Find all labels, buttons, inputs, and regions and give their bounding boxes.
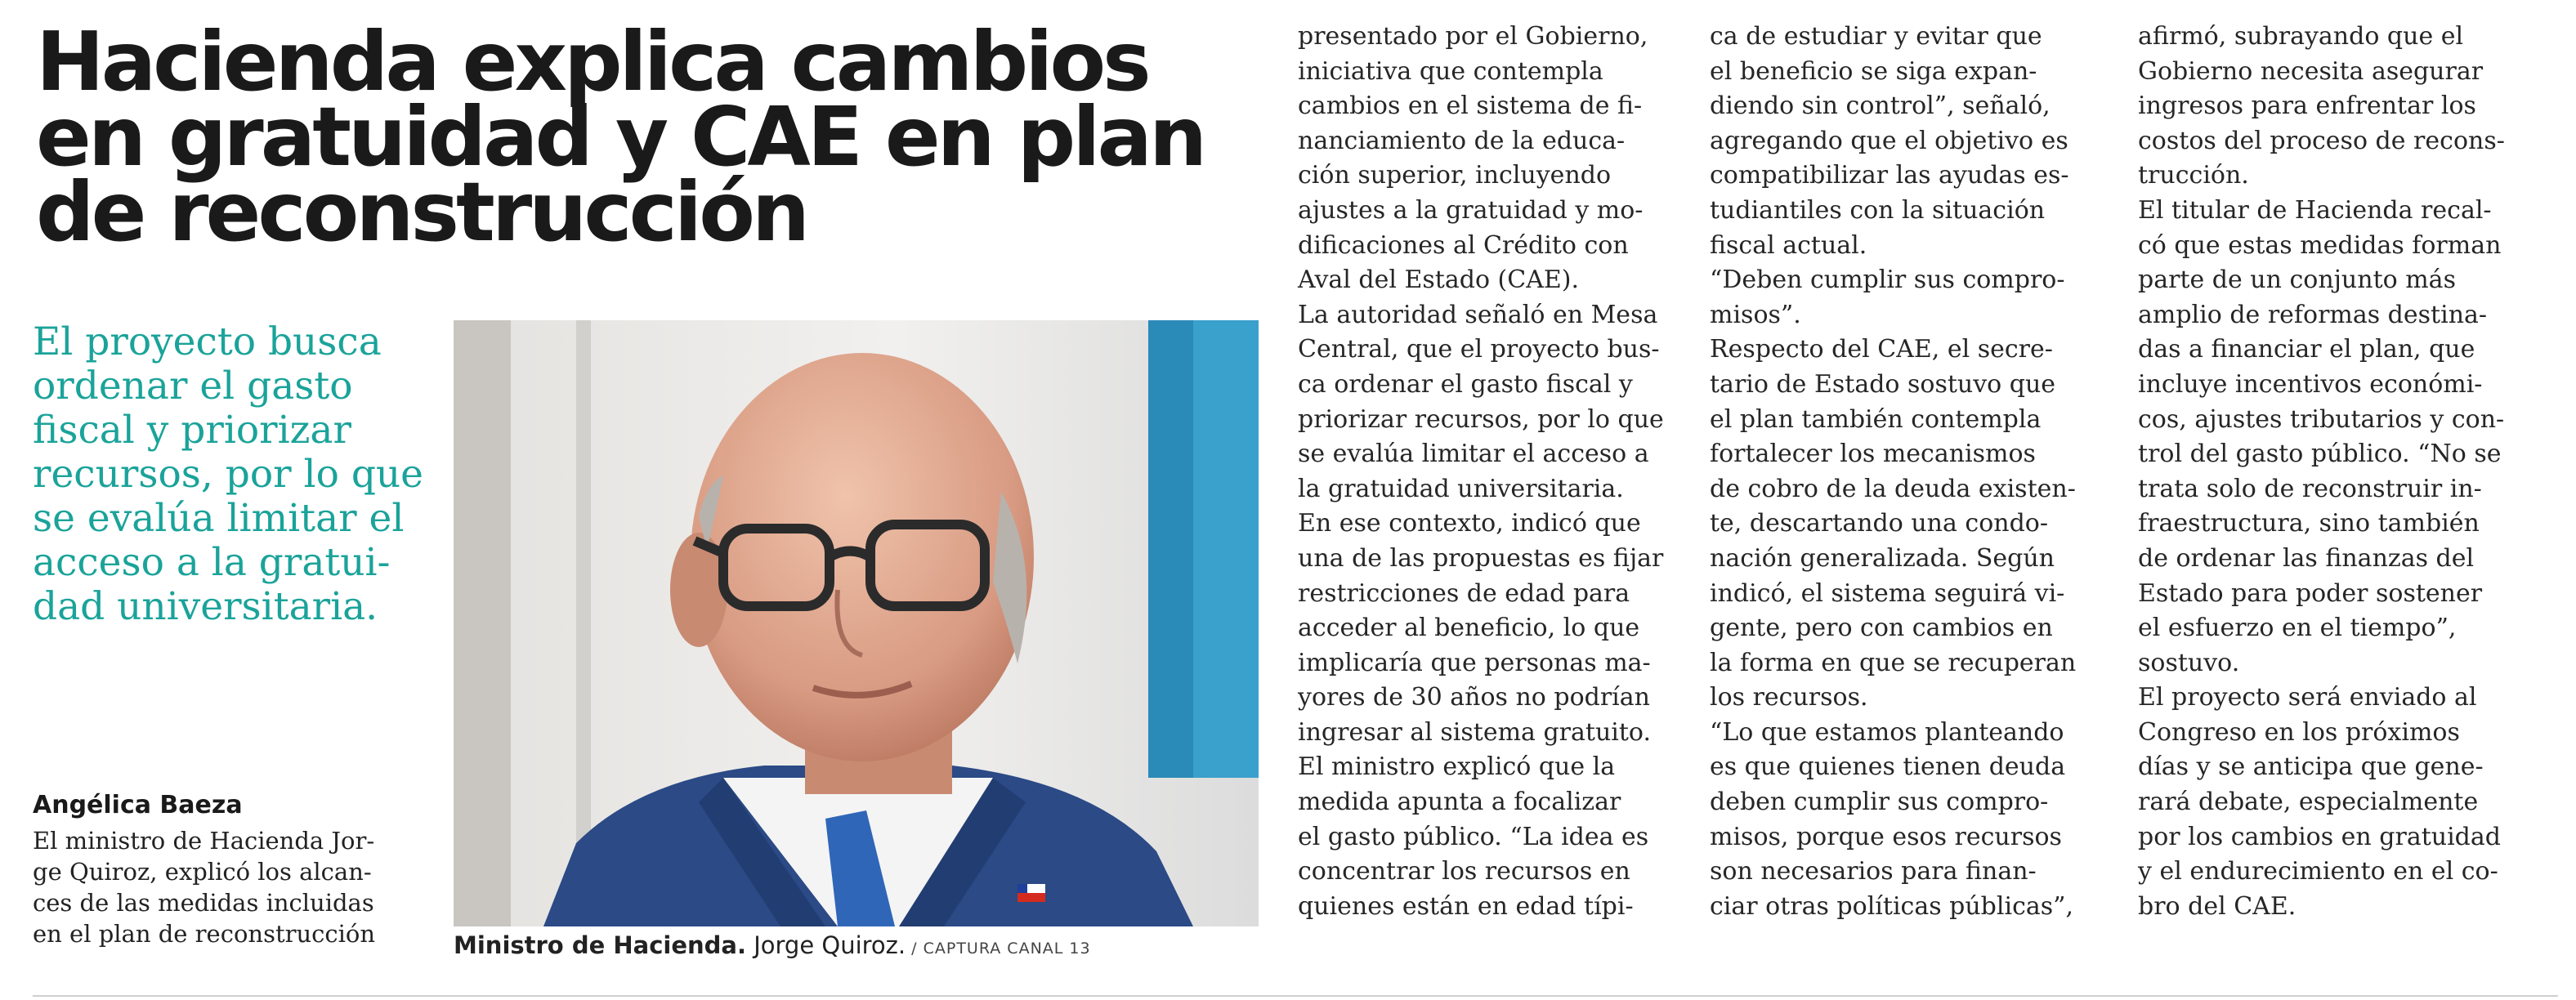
page-bottom-rule bbox=[33, 995, 2558, 997]
body-line: ciar otras políticas públicas”, bbox=[1710, 891, 2074, 921]
caption-name: Jorge Quiroz. bbox=[745, 931, 906, 959]
body-line: parte de un conjunto más bbox=[2138, 266, 2456, 295]
body-line: el plan también contempla bbox=[1710, 404, 2042, 434]
headline-line: de reconstrucción bbox=[36, 164, 807, 260]
body-line: agregando que el objetivo es bbox=[1710, 126, 2068, 155]
body-line: y el endurecimiento en el co- bbox=[2138, 857, 2498, 886]
minister-photo bbox=[454, 320, 1259, 926]
caption-credit: / CAPTURA CANAL 13 bbox=[906, 940, 1091, 958]
body-line: Gobierno necesita asegurar bbox=[2138, 56, 2484, 86]
minister-portrait-illustration bbox=[454, 320, 1259, 926]
body-line: restricciones de edad para bbox=[1298, 578, 1630, 608]
body-line: trucción. bbox=[2138, 161, 2249, 190]
lead-line: en el plan de reconstrucción bbox=[33, 920, 376, 948]
body-line: La autoridad señaló en Mesa bbox=[1298, 300, 1658, 329]
body-line: cos, ajustes tributarios y con- bbox=[2138, 404, 2505, 434]
deck-line: se evalúa limitar el bbox=[33, 496, 405, 541]
body-line: indicó, el sistema seguirá vi- bbox=[1710, 578, 2065, 608]
body-line: presentado por el Gobierno, bbox=[1298, 22, 1648, 51]
body-line: afirmó, subrayando que el bbox=[2138, 22, 2464, 51]
article-column-3 bbox=[2138, 20, 2556, 924]
deck-line: ordenar el gasto bbox=[33, 364, 353, 408]
body-line: bro del CAE. bbox=[2138, 891, 2296, 921]
body-line: ca de estudiar y evitar que bbox=[1710, 22, 2042, 51]
body-line: ingresar al sistema gratuito. bbox=[1298, 717, 1651, 747]
body-line: diendo sin control”, señaló, bbox=[1710, 92, 2051, 121]
body-line: la gratuidad universitaria. bbox=[1298, 474, 1624, 503]
body-line: te, descartando una condo- bbox=[1710, 509, 2048, 538]
body-line: tario de Estado sostuvo que bbox=[1710, 369, 2056, 399]
body-line: có que estas medidas forman bbox=[2138, 230, 2502, 260]
author-byline: Angélica Baeza bbox=[33, 791, 243, 819]
lead-line: ces de las medidas incluidas bbox=[33, 889, 374, 917]
photo-caption bbox=[454, 931, 1091, 959]
article-column-1 bbox=[1298, 20, 1680, 924]
body-line: Congreso en los próximos bbox=[2138, 717, 2460, 747]
article-lead bbox=[33, 825, 417, 949]
body-line: fiscal actual. bbox=[1710, 230, 1867, 260]
body-line: das a financiar el plan, que bbox=[2138, 335, 2475, 364]
body-line: se evalúa limitar el acceso a bbox=[1298, 440, 1649, 469]
body-line: medida apunta a focalizar bbox=[1298, 788, 1621, 817]
body-line: por los cambios en gratuidad bbox=[2138, 822, 2501, 851]
body-line: compatibilizar las ayudas es- bbox=[1710, 161, 2069, 190]
body-line: de cobro de la deuda existen- bbox=[1710, 474, 2076, 503]
body-line: gente, pero con cambios en bbox=[1710, 614, 2053, 643]
body-line: El proyecto será enviado al bbox=[2138, 683, 2477, 712]
body-line: deben cumplir sus compro- bbox=[1710, 788, 2049, 817]
body-line: trata solo de reconstruir in- bbox=[2138, 474, 2482, 503]
headline-line: en gratuidad y CAE en plan bbox=[36, 89, 1205, 185]
body-line: incluye incentivos económi- bbox=[2138, 369, 2483, 399]
body-line: “Lo que estamos planteando bbox=[1710, 717, 2064, 747]
body-line: ingresos para enfrentar los bbox=[2138, 92, 2476, 121]
body-line: de ordenar las finanzas del bbox=[2138, 543, 2475, 573]
body-line: trol del gasto público. “No se bbox=[2138, 440, 2502, 469]
body-line: cambios en el sistema de fi- bbox=[1298, 92, 1643, 121]
body-line: Estado para poder sostener bbox=[2138, 578, 2483, 608]
body-line: el esfuerzo en el tiempo”, bbox=[2138, 614, 2457, 643]
body-line: es que quienes tienen deuda bbox=[1710, 752, 2066, 782]
body-line: yores de 30 años no podrían bbox=[1298, 683, 1650, 712]
lead-line: El ministro de Hacienda Jor- bbox=[33, 827, 375, 855]
article-column-2 bbox=[1710, 20, 2097, 924]
body-line: quienes están en edad típi- bbox=[1298, 891, 1634, 921]
body-line: Central, que el proyecto bus- bbox=[1298, 335, 1660, 364]
deck-line: dad universitaria. bbox=[33, 584, 378, 629]
caption-label: Ministro de Hacienda. bbox=[454, 931, 746, 959]
body-line: rará debate, especialmente bbox=[2138, 788, 2479, 817]
body-line: nanciamiento de la educa- bbox=[1298, 126, 1626, 155]
body-line: misos”. bbox=[1710, 300, 1801, 329]
body-line: amplio de reformas destina- bbox=[2138, 300, 2488, 329]
body-line: los recursos. bbox=[1710, 683, 1868, 712]
body-line: El ministro explicó que la bbox=[1298, 752, 1616, 782]
body-line: En ese contexto, indicó que bbox=[1298, 509, 1641, 538]
body-line: sostuvo. bbox=[2138, 648, 2240, 677]
headline-line: Hacienda explica cambios bbox=[36, 14, 1148, 109]
deck-line: El proyecto busca bbox=[33, 319, 382, 364]
body-line: acceder al beneficio, lo que bbox=[1298, 614, 1640, 643]
body-line: ajustes a la gratuidad y mo- bbox=[1298, 195, 1644, 225]
body-line: misos, porque esos recursos bbox=[1710, 822, 2062, 851]
body-line: concentrar los recursos en bbox=[1298, 857, 1630, 886]
body-line: fortalecer los mecanismos bbox=[1710, 440, 2036, 469]
body-line: fraestructura, sino también bbox=[2138, 509, 2480, 538]
lead-line: ge Quiroz, explicó los alcan- bbox=[33, 858, 372, 886]
body-line: el beneficio se siga expan- bbox=[1710, 56, 2037, 86]
body-line: días y se anticipa que gene- bbox=[2138, 752, 2484, 782]
deck-line: fiscal y priorizar bbox=[33, 408, 351, 453]
body-line: ción superior, incluyendo bbox=[1298, 161, 1612, 190]
body-line: son necesarios para finan- bbox=[1710, 857, 2037, 886]
body-line: iniciativa que contempla bbox=[1298, 56, 1603, 86]
body-line: Aval del Estado (CAE). bbox=[1298, 266, 1580, 295]
deck-line: recursos, por lo que bbox=[33, 452, 423, 497]
body-line: costos del proceso de recons- bbox=[2138, 126, 2505, 155]
deck-line: acceso a la gratui- bbox=[33, 540, 391, 585]
body-line: nación generalizada. Según bbox=[1710, 543, 2055, 573]
body-line: dificaciones al Crédito con bbox=[1298, 230, 1629, 260]
article-headline bbox=[36, 14, 1213, 260]
body-line: tudiantiles con la situación bbox=[1710, 195, 2046, 225]
body-line: ca ordenar el gasto fiscal y bbox=[1298, 369, 1633, 399]
article-deck bbox=[33, 319, 423, 629]
body-line: el gasto público. “La idea es bbox=[1298, 822, 1649, 851]
body-line: implicaría que personas ma- bbox=[1298, 648, 1651, 677]
body-line: “Deben cumplir sus compro- bbox=[1710, 266, 2065, 295]
body-line: la forma en que se recuperan bbox=[1710, 648, 2077, 677]
body-line: una de las propuestas es fijar bbox=[1298, 543, 1664, 573]
body-line: Respecto del CAE, el secre- bbox=[1710, 335, 2053, 364]
body-line: priorizar recursos, por lo que bbox=[1298, 404, 1664, 434]
body-line: El titular de Hacienda recal- bbox=[2138, 195, 2492, 225]
